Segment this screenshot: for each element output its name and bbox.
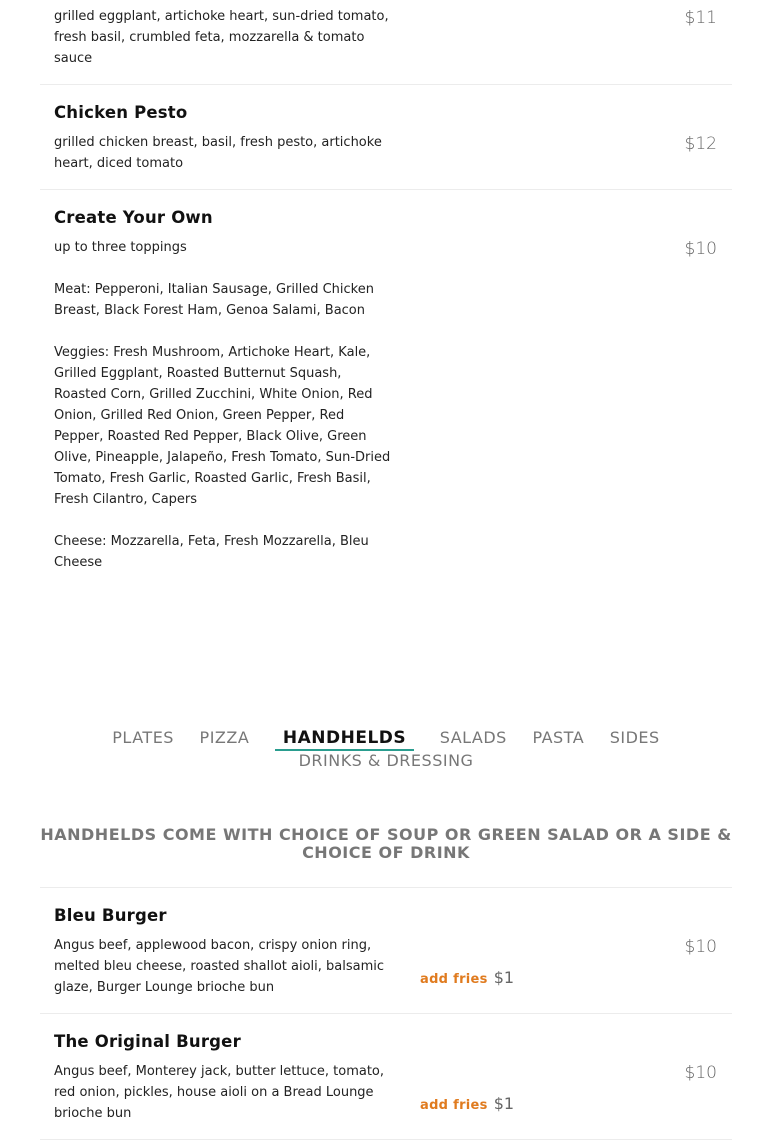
tab-drinks-dressing[interactable]: DRINKS & DRESSING	[298, 751, 474, 770]
toppings-cheese: Cheese: Mozzarella, Feta, Fresh Mozzarella, Bleu Cheese	[54, 534, 369, 570]
item-price: $10	[684, 239, 717, 259]
item-price: $12	[684, 134, 717, 154]
addon-label: add fries	[420, 1098, 488, 1113]
menu-item	[40, 888, 732, 1014]
tab-handhelds[interactable]: HANDHELDS	[275, 729, 414, 751]
item-description	[54, 237, 394, 573]
item-price: $10	[684, 937, 717, 957]
addon-label: add fries	[420, 972, 488, 987]
toppings-veggies: Veggies: Fresh Mushroom, Artichoke Heart, Kale, Grilled Eggplant, Roasted Butternut Squash, Roasted Corn, Grilled Zucchini, White Onion, Red Onion, Grilled Red Onion, Green Pepper, Red Pepper, Roasted Red Pepper, Black Olive, Green Olive, Pineapple, Jalapeño, Fresh Tomato, Sun-Dried Tomato, Fresh Garlic, Roasted Garlic, Fresh Basil, Fresh Cilantro, Capers	[54, 345, 391, 507]
item-price: $11	[684, 8, 717, 28]
item-name: Bleu Burger	[54, 906, 167, 925]
tab-pasta[interactable]: PASTA	[532, 728, 585, 747]
item-name: Chicken Pesto	[54, 103, 188, 122]
add-fries-option[interactable]	[420, 1094, 514, 1113]
tab-sides[interactable]: SIDES	[609, 728, 660, 747]
tab-salads[interactable]: SALADS	[439, 728, 507, 747]
item-description: Angus beef, Monterey jack, butter lettuce, tomato, red onion, pickles, house aioli on a Bread Lounge brioche bun	[54, 1064, 385, 1121]
item-name: Create Your Own	[54, 208, 213, 227]
tab-plates[interactable]: PLATES	[112, 728, 174, 747]
menu-item	[40, 0, 732, 85]
menu-item	[40, 190, 732, 610]
menu-category-tabs	[40, 728, 732, 770]
item-description-text: up to three toppings	[54, 240, 187, 255]
item-description: Angus beef, applewood bacon, crispy onion ring, melted bleu cheese, roasted shallot aioli, balsamic glaze, Burger Lounge brioche bun	[54, 938, 385, 995]
addon-price: $1	[493, 968, 515, 987]
item-name: The Original Burger	[54, 1032, 241, 1051]
menu-item	[40, 1014, 732, 1140]
add-fries-option[interactable]	[420, 968, 514, 987]
addon-price: $1	[493, 1094, 515, 1113]
toppings-meat: Meat: Pepperoni, Italian Sausage, Grilled Chicken Breast, Black Forest Ham, Genoa Salami, Bacon	[54, 282, 374, 318]
item-price: $10	[684, 1063, 717, 1083]
item-description: grilled chicken breast, basil, fresh pesto, artichoke heart, diced tomato	[54, 135, 382, 171]
tab-pizza[interactable]: PIZZA	[199, 728, 250, 747]
section-note: HANDHELDS COME WITH CHOICE OF SOUP OR GREEN SALAD OR A SIDE & CHOICE OF DRINK	[40, 825, 732, 862]
menu-item	[40, 85, 732, 190]
item-description: grilled eggplant, artichoke heart, sun-dried tomato, fresh basil, crumbled feta, mozzarella & tomato sauce	[54, 9, 389, 66]
